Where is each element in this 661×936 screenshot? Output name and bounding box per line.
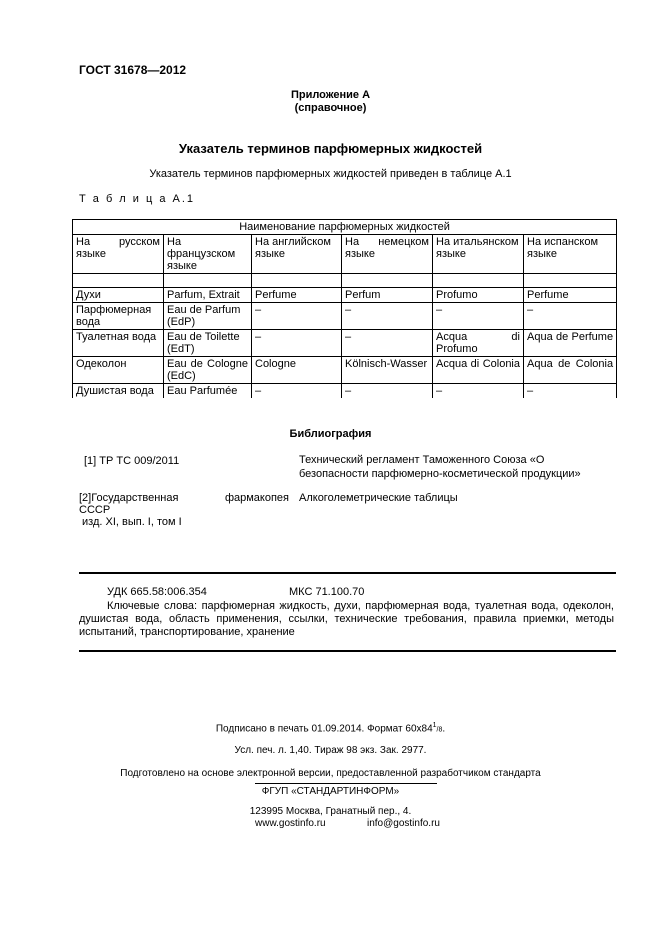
table-row xyxy=(73,288,617,303)
table-spacer-row xyxy=(73,274,617,288)
imprint-print: Усл. печ. л. 1,40. Тираж 98 экз. Зак. 2977. xyxy=(234,745,427,756)
bibliography-ref-part: [2]Государственная xyxy=(79,492,179,504)
bibliography-ref-part: изд. XI, вып. I, том I xyxy=(82,516,182,528)
table-header-row xyxy=(73,235,617,274)
mks-code: МКС 71.100.70 xyxy=(289,586,365,598)
table-cell: – xyxy=(433,303,524,330)
table-cell: Eau de Toilette (EdT) xyxy=(164,330,252,357)
table-cell: – xyxy=(252,384,342,399)
bibliography-ref: [1] ТР ТС 009/2011 xyxy=(84,455,180,467)
imprint-address: 123995 Москва, Гранатный пер., 4. xyxy=(249,806,412,817)
table-caption-row xyxy=(73,220,617,235)
column-header: На английском языке xyxy=(252,235,342,274)
table-cell: Perfume xyxy=(252,288,342,303)
column-header: На испанском языке xyxy=(524,235,617,274)
table-cell: – xyxy=(524,384,617,399)
bibliography-title: Библиография xyxy=(289,428,372,440)
table-cell: Душистая вода xyxy=(73,384,164,399)
udk-code: УДК 665.58:006.354 xyxy=(107,586,207,598)
divider xyxy=(79,572,616,574)
table-cell: Eau de Cologne (EdC) xyxy=(164,357,252,384)
table-row xyxy=(73,303,617,330)
section-intro: Указатель терминов парфюмерных жидкостей приведен в таблице А.1 xyxy=(149,168,512,180)
table-cell: Eau de Parfum (EdP) xyxy=(164,303,252,330)
imprint-prepared: Подготовлено на основе электронной версии, предоставленной разработчиком стандарта xyxy=(120,768,541,779)
format-subscript: /8 xyxy=(436,726,443,734)
table-cell: Parfum, Extrait xyxy=(164,288,252,303)
table-cell: Одеколон xyxy=(73,357,164,384)
column-header: На русском языке xyxy=(73,235,164,274)
imprint-publisher: ФГУП «СТАНДАРТИНФОРМ» xyxy=(261,786,400,797)
divider xyxy=(79,650,616,652)
appendix-type: (справочное) xyxy=(294,102,367,114)
table-cell: Aqua de Perfume xyxy=(524,330,617,357)
imprint-signed: Подписано в печать 01.09.2014. Формат $60х84^1/8$. xyxy=(215,722,446,735)
table-cell: Perfum xyxy=(342,288,433,303)
table-cell: Acqua di Colonia xyxy=(433,357,524,384)
table-cell: Aqua de Colonia xyxy=(524,357,617,384)
table-cell: Духи xyxy=(73,288,164,303)
table-cell: Eau Parfumée xyxy=(164,384,252,399)
table-cell: – xyxy=(524,303,617,330)
appendix-title: Приложение А xyxy=(290,89,371,101)
column-header: На французском языке xyxy=(164,235,252,274)
bibliography-ref xyxy=(79,492,289,528)
bibliography-ref-part: СССР xyxy=(79,504,111,516)
table-cell: – xyxy=(342,303,433,330)
table-cell: Туалетная вода xyxy=(73,330,164,357)
table-cell: – xyxy=(342,384,433,399)
standard-number: ГОСТ 31678—2012 xyxy=(79,63,187,77)
bibliography-ref-part: фармакопея xyxy=(224,492,289,504)
format-superscript: 1 xyxy=(432,722,437,729)
email-link[interactable]: info@gostinfo.ru xyxy=(367,818,440,829)
table-cell: Acqua di Profumo xyxy=(433,330,524,357)
appendix-heading xyxy=(0,89,661,115)
column-header: На итальянском языке xyxy=(433,235,524,274)
table-cell: – xyxy=(342,330,433,357)
bibliography-text: Алкоголеметрические таблицы xyxy=(299,492,458,504)
table-label: Т а б л и ц а А.1 xyxy=(79,193,196,205)
table-cell: Парфюмерная вода xyxy=(73,303,164,330)
column-header: На немецком языке xyxy=(342,235,433,274)
table-row xyxy=(73,330,617,357)
terms-table xyxy=(72,219,617,398)
table-row xyxy=(73,357,617,384)
section-title: Указатель терминов парфюмерных жидкостей xyxy=(178,141,483,156)
table-cell: Kölnisch-Wasser xyxy=(342,357,433,384)
bibliography-text: Технический регламент Таможенного Союза «О безопасности парфюмерно-косметической продукции» xyxy=(299,454,581,480)
divider xyxy=(255,783,437,784)
imprint-signed-text: Подписано в печать 01.09.2014. Формат 60х84 xyxy=(215,723,433,735)
table-caption: Наименование парфюмерных жидкостей xyxy=(73,220,617,235)
table-cell: Profumo xyxy=(433,288,524,303)
table-cell: Cologne xyxy=(252,357,342,384)
website-link[interactable]: www.gostinfo.ru xyxy=(255,818,326,829)
table-row xyxy=(73,384,617,399)
table-cell: – xyxy=(252,303,342,330)
table-cell: – xyxy=(252,330,342,357)
table-cell: – xyxy=(433,384,524,399)
keywords: Ключевые слова: парфюмерная жидкость, духи, парфюмерная вода, туалетная вода, одеколон, душистая вода, область применения, ссылки, технические требования, правила приемки, методы испытаний, транспортирование, хранение xyxy=(79,600,614,638)
table-cell: Perfume xyxy=(524,288,617,303)
